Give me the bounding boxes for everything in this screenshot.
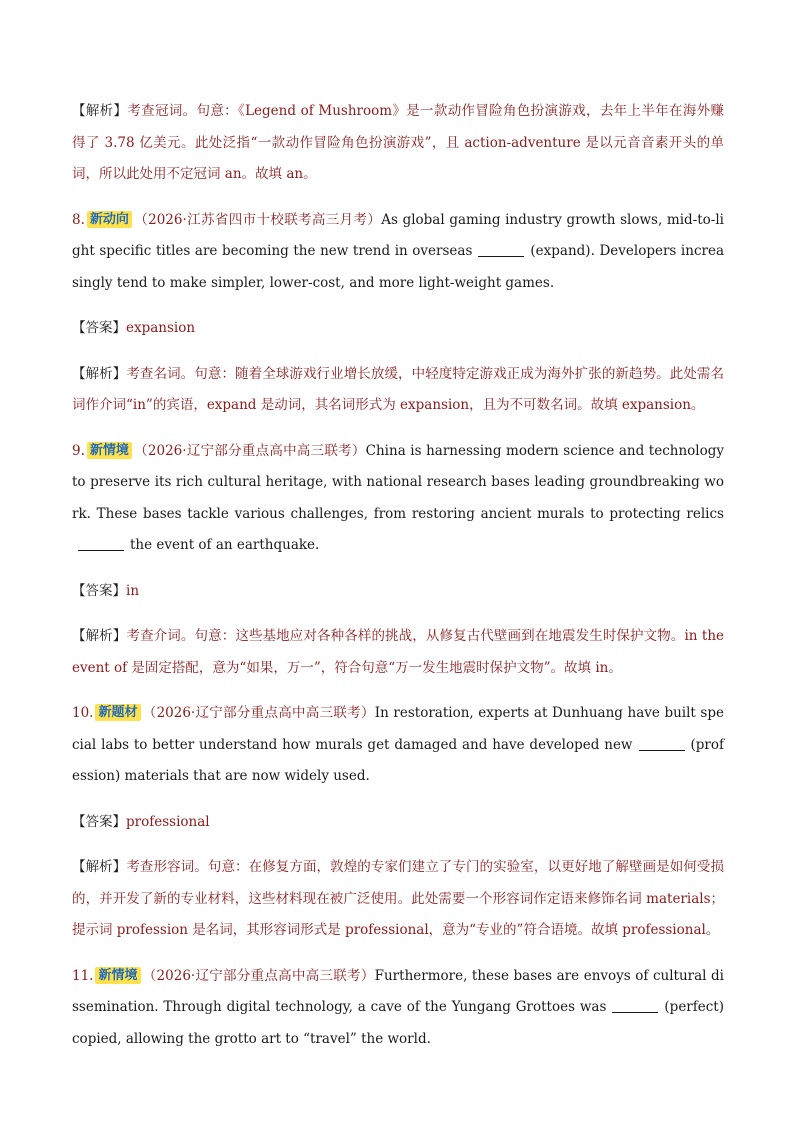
answer-paragraph — [72, 576, 724, 608]
badge-label: 新情境 — [87, 442, 132, 459]
analysis-paragraph — [72, 852, 724, 947]
analysis-label: 【解析】 — [72, 628, 127, 644]
answer-label: 【答案】 — [72, 320, 126, 336]
question-text-b: (perfect) copied, allowing the grotto art to “travel” the world. — [72, 999, 724, 1047]
question-text-a: Furthermore, these bases are envoys of cultural dissemination. Through digital technology, a cave of the Yungang Grottoes was — [72, 967, 725, 1015]
question-text-a: In restoration, experts at Dunhuang have built special labs to better understand how murals get damaged and have developed new — [72, 705, 724, 753]
analysis-text: 考查介词。句意：这些基地应对各种各样的挑战，从修复古代壁画到在地震发生时保护文物。in the event of 是固定搭配，意为“如果，万一”，符合句意“万一发生地震时保护文物”。故填 in。 — [72, 628, 725, 676]
analysis-text: 考查形容词。句意：在修复方面，敦煌的专家们建立了专门的实验室，以更好地了解壁画是如何受损的，并开发了新的专业材料，这些材料现在被广泛使用。此处需要一个形容词作定语来修饰名词 materials；提示词 profession 是名词，其形容词形式是 professional，意为“专业的”符合语境。故填 professional。 — [72, 859, 725, 938]
answer-block-8 — [72, 313, 724, 345]
question-paragraph — [72, 205, 724, 300]
badge-label: 新情境 — [95, 967, 140, 984]
question-text-a: As global gaming industry growth slows, mid-to-light specific titles are becoming the new trend in overseas — [72, 211, 724, 259]
answer-paragraph — [72, 313, 724, 345]
answer-value: expansion — [126, 320, 196, 336]
question-number: 8. — [72, 211, 85, 228]
answer-blank — [639, 737, 685, 751]
analysis-label: 【解析】 — [72, 365, 127, 382]
badge-label: 新动向 — [87, 211, 132, 228]
question-number: 11. — [72, 967, 94, 984]
answer-blank — [78, 537, 124, 551]
question-source: （2026·江苏省四市十校联考高三月考） — [133, 211, 382, 228]
answer-label: 【答案】 — [72, 813, 126, 830]
answer-label: 【答案】 — [72, 582, 126, 599]
question-source: （2026·辽宁部分重点高中高三联考） — [142, 705, 375, 721]
answer-value: in — [126, 582, 140, 599]
analysis-label: 【解析】 — [72, 859, 127, 875]
question-text-b: (profession) materials that are now widely used. — [72, 736, 724, 784]
analysis-block-10 — [72, 852, 724, 947]
analysis-text: 考查名词。句意：随着全球游戏行业增长放缓，中轻度特定游戏正成为海外扩张的新趋势。此处需名词作介词“in”的宾语，expand 是动词，其名词形式为 expansion，且为不可数名词。故填 expansion。 — [72, 365, 725, 413]
question-11 — [72, 961, 724, 1056]
answer-block-9 — [72, 576, 724, 608]
answer-block-10 — [72, 807, 724, 839]
question-9 — [72, 436, 724, 562]
question-source: （2026·辽宁部分重点高中高三联考） — [142, 967, 375, 984]
analysis-paragraph — [72, 359, 724, 422]
analysis-block-9 — [72, 621, 724, 684]
question-paragraph — [72, 698, 724, 793]
answer-blank — [478, 243, 524, 257]
answer-paragraph — [72, 807, 724, 839]
answer-value: professional — [126, 813, 210, 830]
analysis-text: 考查冠词。句意：《Legend of Mushroom》是一款动作冒险角色扮演游戏，去年上半年在海外赚得了 3.78 亿美元。此处泛指“一款动作冒险角色扮演游戏”，且 action-adventure 是以元音音素开头的单词，所以此处用不定冠词 an。故填 an。 — [72, 103, 725, 182]
analysis-block-8 — [72, 359, 724, 422]
question-number: 10. — [72, 705, 94, 721]
question-source: （2026·辽宁部分重点高中高三联考） — [133, 442, 366, 459]
analysis-label: 【解析】 — [72, 103, 128, 119]
answer-blank — [612, 999, 658, 1013]
question-10 — [72, 698, 724, 793]
question-8 — [72, 205, 724, 300]
question-text-b: the event of an earthquake. — [130, 537, 320, 553]
question-number: 9. — [72, 442, 85, 459]
analysis-paragraph — [72, 96, 724, 191]
question-text-b: (expand). Developers increasingly tend to make simpler, lower-cost, and more light-weight games. — [72, 243, 724, 291]
document-page — [72, 96, 724, 1055]
question-text-a: China is harnessing modern science and technology to preserve its rich cultural heritage, with national research bases leading groundbreaking work. These bases tackle various challenges, from restoring ancient murals to protecting relics — [72, 442, 724, 522]
question-paragraph — [72, 436, 724, 562]
question-paragraph — [72, 961, 724, 1056]
badge-label: 新题材 — [95, 704, 140, 721]
analysis-paragraph — [72, 621, 724, 684]
analysis-block-7 — [72, 96, 724, 191]
